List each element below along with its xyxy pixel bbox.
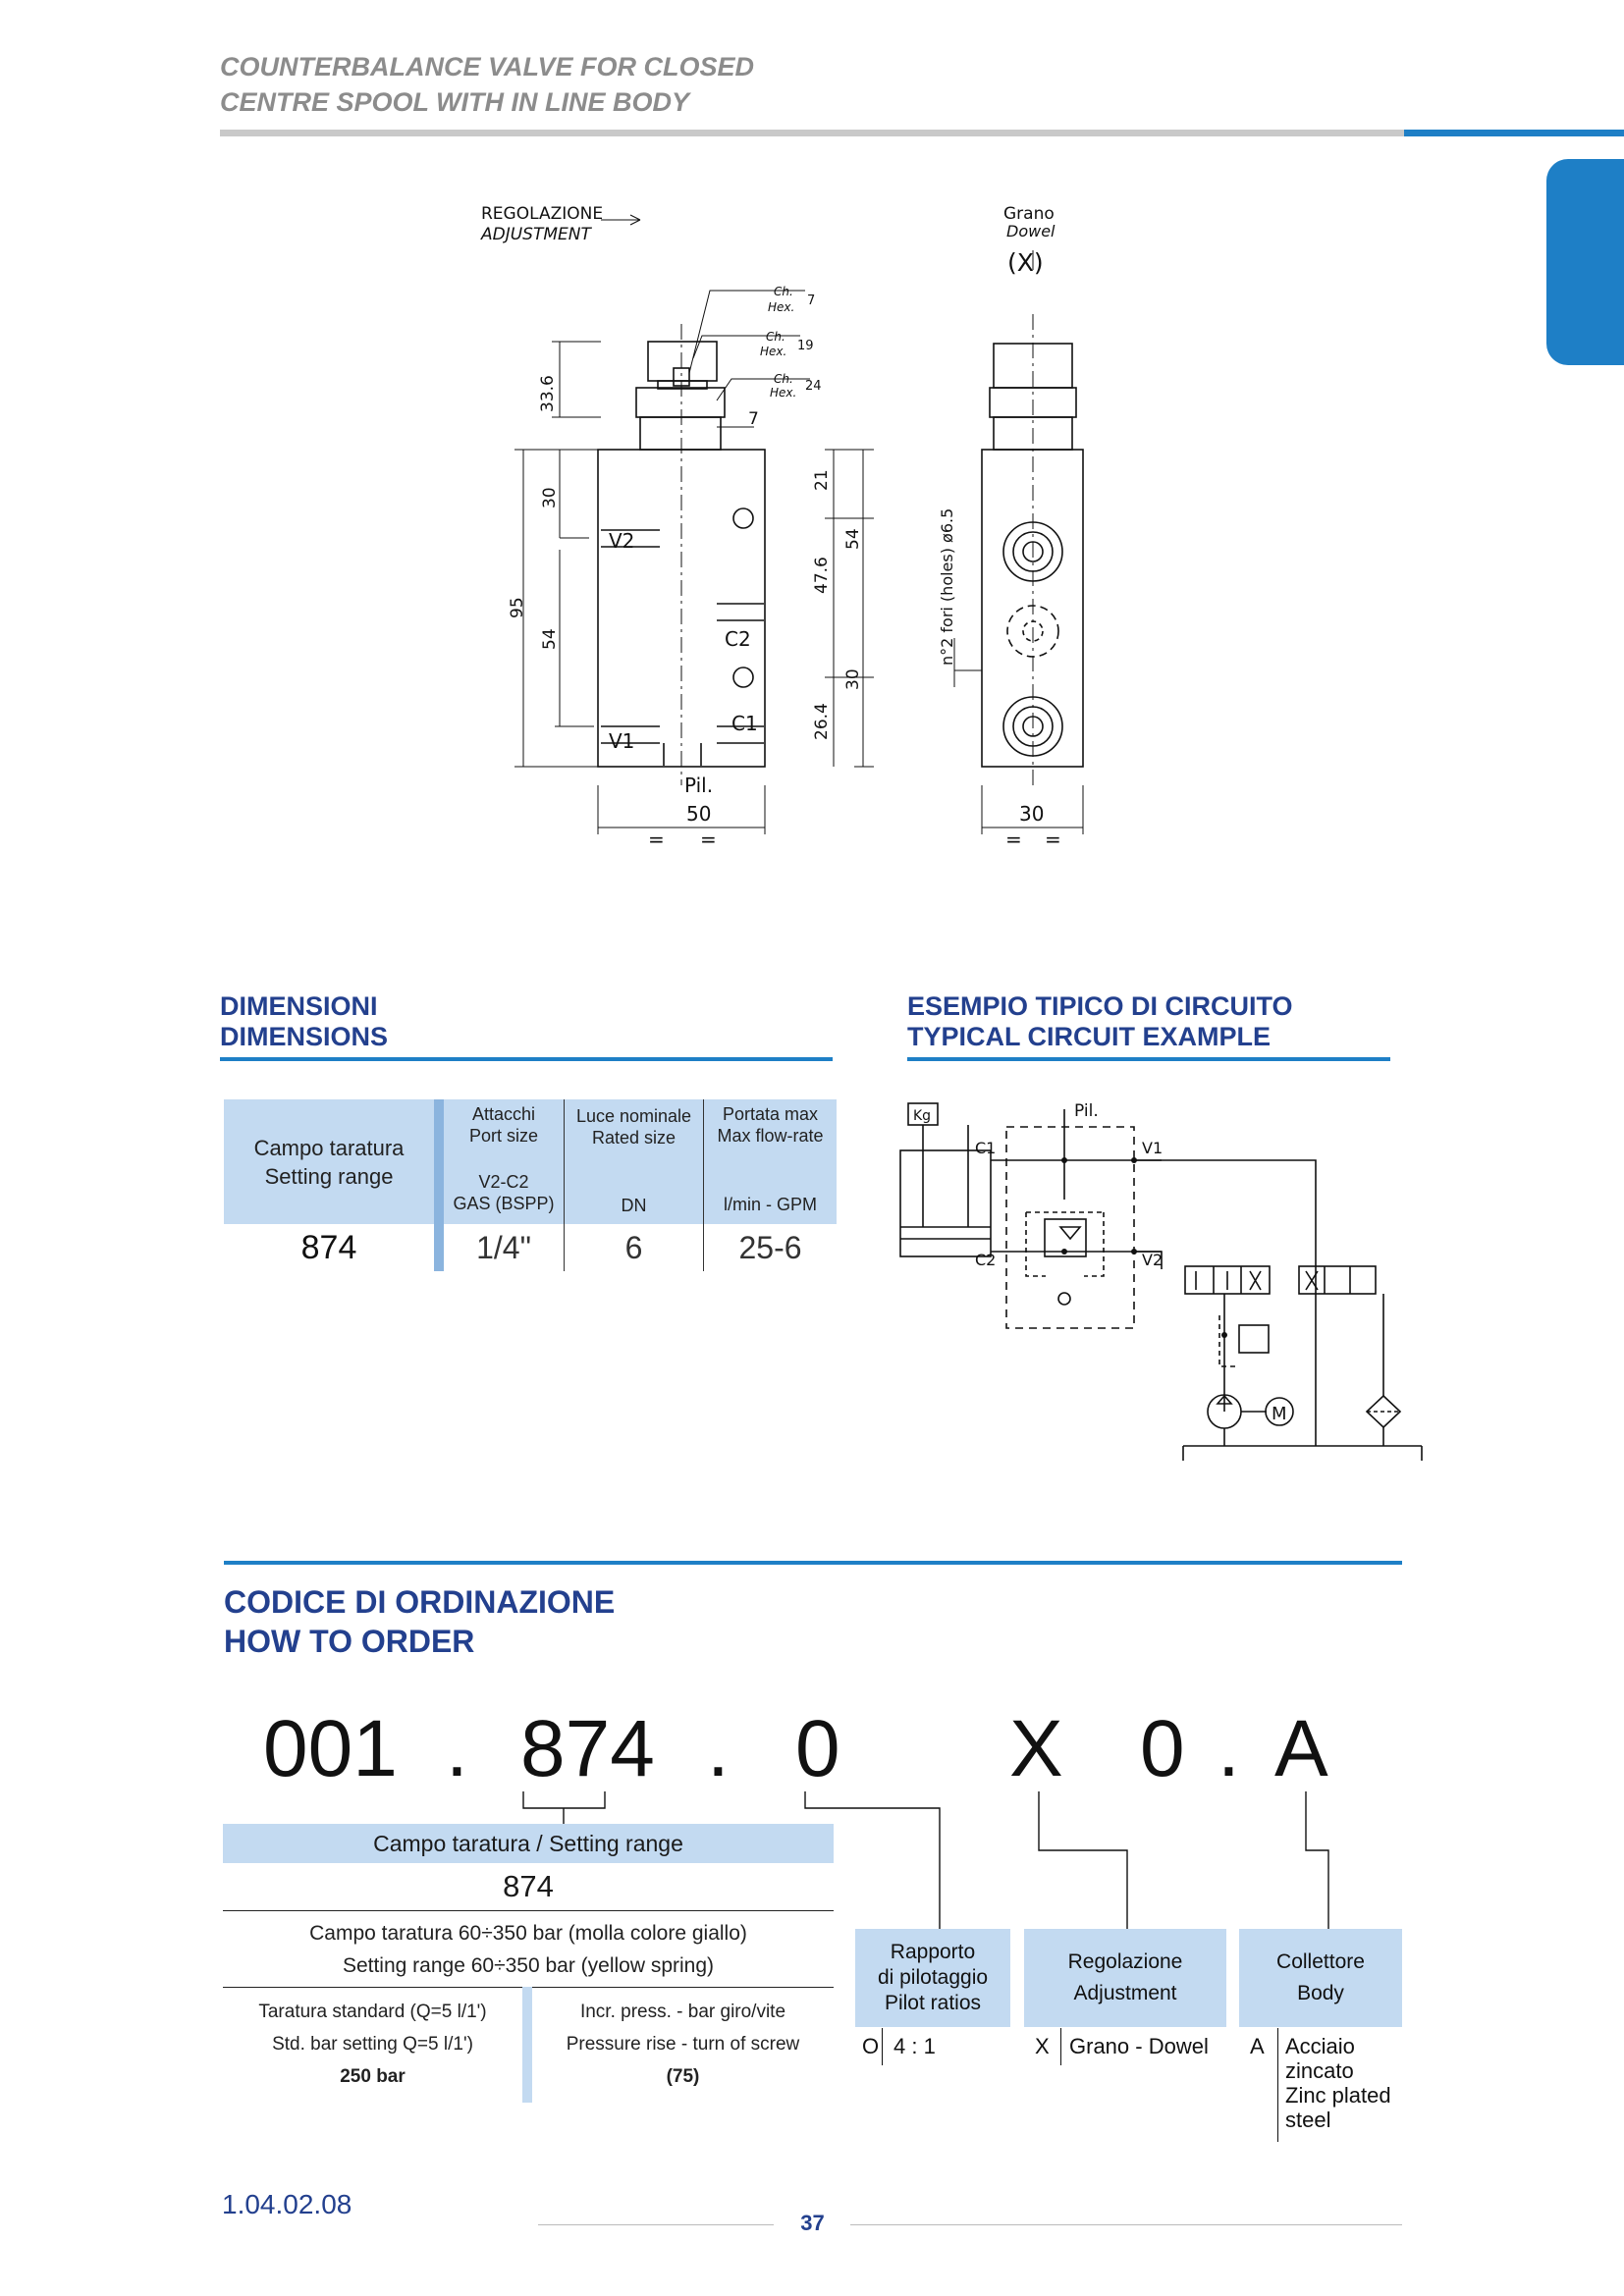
range-description xyxy=(223,1917,834,1982)
adj-line2: Adjustment xyxy=(1073,1982,1177,2004)
col-port-en: Port size xyxy=(468,1126,539,1146)
body-value3: Zinc plated xyxy=(1285,2083,1391,2108)
col-flow-it: Portata max xyxy=(722,1104,819,1124)
footer-code: 1.04.02.08 xyxy=(222,2189,352,2219)
port-c2-label: C2 xyxy=(725,627,751,651)
std-value: 250 bar xyxy=(340,2066,406,2087)
code-part-2: 874 xyxy=(520,1704,655,1793)
valve-technical-drawing xyxy=(461,191,1168,859)
hex1-label2: Hex. xyxy=(768,300,795,314)
hex2-label: Ch. xyxy=(766,330,785,344)
drawing-dowel-label-en: Dowel xyxy=(1006,222,1056,240)
dim-30a: 30 xyxy=(540,487,560,508)
drawing-adjust-label-en: ADJUSTMENT xyxy=(481,225,591,244)
pilot-sep xyxy=(882,2028,883,2065)
col-port-sub2: GAS (BSPP) xyxy=(453,1194,555,1213)
header-title-line1: COUNTERBALANCE VALVE FOR CLOSED xyxy=(220,52,755,81)
range-desc-en: Setting range 60÷350 bar (yellow spring) xyxy=(342,1954,715,1977)
drawing-adjust-label-it: REGOLAZIONE xyxy=(481,204,604,224)
order-title-it: CODICE DI ORDINAZIONE xyxy=(224,1584,616,1620)
body-line2: Body xyxy=(1297,1982,1344,2004)
incr-value: (75) xyxy=(666,2066,700,2087)
order-rule xyxy=(224,1561,1402,1565)
col-range-en: Setting range xyxy=(264,1164,394,1189)
col-range-header xyxy=(224,1134,434,1191)
code-part-3: 0 xyxy=(795,1704,840,1793)
page-number: 37 xyxy=(800,2211,825,2235)
hex3-value: 24 xyxy=(805,379,822,394)
dim-33-6: 33.6 xyxy=(538,375,558,412)
dim-47-6: 47.6 xyxy=(812,557,832,594)
dim-30b: 30 xyxy=(843,668,863,690)
dim-54b: 54 xyxy=(843,528,863,550)
range-col-divider xyxy=(522,1987,532,2103)
circuit-title-it: ESEMPIO TIPICO DI CIRCUITO xyxy=(907,991,1293,1021)
header-rule-grey xyxy=(220,130,1404,136)
dimensions-rule xyxy=(220,1057,833,1061)
adj-sep xyxy=(1060,2028,1061,2065)
dim-54a: 54 xyxy=(540,628,560,650)
pilot-value: 4 : 1 xyxy=(893,2034,936,2058)
std-line1: Taratura standard (Q=5 l/1') xyxy=(258,2002,487,2022)
circuit-v2-label: V2 xyxy=(1142,1251,1164,1269)
port-v2-label: V2 xyxy=(609,529,635,553)
circuit-title-en: TYPICAL CIRCUIT EXAMPLE xyxy=(907,1022,1272,1051)
circuit-pil-label: Pil. xyxy=(1074,1101,1099,1121)
eq-4: = xyxy=(1045,828,1061,851)
circuit-c1-label: C1 xyxy=(975,1139,997,1157)
code-part-1: 001 xyxy=(263,1704,398,1793)
pilot-line2: di pilotaggio xyxy=(877,1966,989,1989)
body-line1: Collettore xyxy=(1276,1950,1365,1973)
pilot-line1: Rapporto xyxy=(890,1941,976,1963)
port-c1-label: C1 xyxy=(731,712,758,735)
port-v1-label: V1 xyxy=(609,729,635,753)
eq-2: = xyxy=(700,828,717,851)
dim-26-4: 26.4 xyxy=(812,703,832,740)
hex3-label: Ch. xyxy=(774,372,793,386)
pilot-code: O xyxy=(862,2034,880,2058)
header-rule-blue xyxy=(1404,130,1624,136)
code-dot-1: . xyxy=(446,1704,468,1793)
body-code: A xyxy=(1250,2034,1265,2058)
col-port-sub1: V2-C2 xyxy=(478,1172,529,1192)
circuit-diagram xyxy=(889,1090,1434,1472)
std-setting xyxy=(223,1996,522,2093)
col-flow-en: Max flow-rate xyxy=(717,1126,824,1146)
range-desc-it: Campo taratura 60÷350 bar (molla colore giallo) xyxy=(309,1922,747,1945)
range-value: 874 xyxy=(503,1869,554,1903)
dim-7: 7 xyxy=(748,409,759,429)
body-value2: zincato xyxy=(1285,2058,1354,2083)
col-port-header xyxy=(444,1103,564,1147)
footer-rule-right xyxy=(850,2224,1402,2225)
col-size-header xyxy=(565,1105,703,1148)
range-header: Campo taratura / Setting range xyxy=(223,1824,834,1863)
drawing-dowel-label-it: Grano xyxy=(1003,204,1055,224)
circuit-kg-label: Kg xyxy=(913,1108,932,1124)
pilot-ratio-box xyxy=(855,1929,1010,2027)
hex3-label2: Hex. xyxy=(770,386,797,400)
section-tab-marker xyxy=(1546,159,1624,365)
body-sep xyxy=(1277,2028,1278,2142)
dimensions-table xyxy=(224,1099,837,1271)
adj-line1: Regolazione xyxy=(1067,1950,1183,1973)
header-title-line2: CENTRE SPOOL WITH IN LINE BODY xyxy=(220,87,690,117)
holes-label: n°2 fori (holes) ø6.5 xyxy=(938,507,956,666)
row-flow-value: 25-6 xyxy=(738,1230,802,1265)
eq-1: = xyxy=(648,828,665,851)
code-dot-3: . xyxy=(1218,1704,1240,1793)
dim-30c: 30 xyxy=(1019,802,1045,826)
dimensions-title-it: DIMENSIONI xyxy=(220,991,378,1021)
page-header-title xyxy=(220,49,754,120)
code-part-5: 0 xyxy=(1140,1704,1185,1793)
order-title-en: HOW TO ORDER xyxy=(224,1624,475,1659)
drawing-dowel-code: (X) xyxy=(1007,248,1044,277)
code-part-6: A xyxy=(1274,1704,1328,1793)
eq-3: = xyxy=(1005,828,1022,851)
dimensions-title xyxy=(220,991,388,1052)
col-range-it: Campo taratura xyxy=(253,1136,405,1160)
body-value xyxy=(1285,2034,1391,2132)
dimensions-divider xyxy=(434,1099,444,1271)
row-port-value: 1/4" xyxy=(476,1230,531,1265)
col-size-en: Rated size xyxy=(591,1128,677,1148)
incr-line1: Incr. press. - bar giro/vite xyxy=(579,2002,786,2022)
circuit-c2-label: C2 xyxy=(975,1251,997,1269)
incr-line2: Pressure rise - turn of screw xyxy=(566,2034,800,2055)
order-title xyxy=(224,1582,615,1661)
std-line2: Std. bar setting Q=5 l/1') xyxy=(272,2034,473,2055)
footer-rule-left xyxy=(538,2224,774,2225)
row-size-value: 6 xyxy=(624,1230,643,1265)
range-sep-1 xyxy=(223,1910,834,1911)
incr-pressure xyxy=(532,1996,834,2093)
hex1-value: 7 xyxy=(807,294,816,308)
pilot-line3: Pilot ratios xyxy=(884,1992,982,2014)
code-dot-2: . xyxy=(707,1704,730,1793)
dim-50: 50 xyxy=(686,802,712,826)
col-size-sub: DN xyxy=(621,1196,647,1215)
col-port-it: Attacchi xyxy=(471,1104,536,1124)
hex2-value: 19 xyxy=(797,339,814,353)
dim-21: 21 xyxy=(812,469,832,491)
dimensions-title-en: DIMENSIONS xyxy=(220,1022,389,1051)
port-pil-label: Pil. xyxy=(684,774,714,797)
hex1-label: Ch. xyxy=(774,285,793,298)
body-box xyxy=(1239,1929,1402,2027)
circuit-rule xyxy=(907,1057,1390,1061)
adj-code: X xyxy=(1035,2034,1050,2058)
col-flow-sub: l/min - GPM xyxy=(723,1195,817,1214)
col-flow-header xyxy=(704,1103,837,1147)
col-size-it: Luce nominale xyxy=(575,1106,692,1126)
col-port-sub xyxy=(444,1171,564,1214)
adj-value: Grano - Dowel xyxy=(1069,2034,1209,2058)
body-value4: steel xyxy=(1285,2108,1331,2132)
circuit-motor-label: M xyxy=(1272,1404,1287,1424)
hex2-label2: Hex. xyxy=(760,345,787,358)
adjustment-box xyxy=(1024,1929,1226,2027)
circuit-title xyxy=(907,991,1293,1052)
dim-95: 95 xyxy=(508,597,527,618)
code-part-4: X xyxy=(1009,1704,1063,1793)
circuit-v1-label: V1 xyxy=(1142,1139,1164,1157)
body-value1: Acciaio xyxy=(1285,2034,1355,2058)
row-range-value: 874 xyxy=(300,1229,357,1266)
